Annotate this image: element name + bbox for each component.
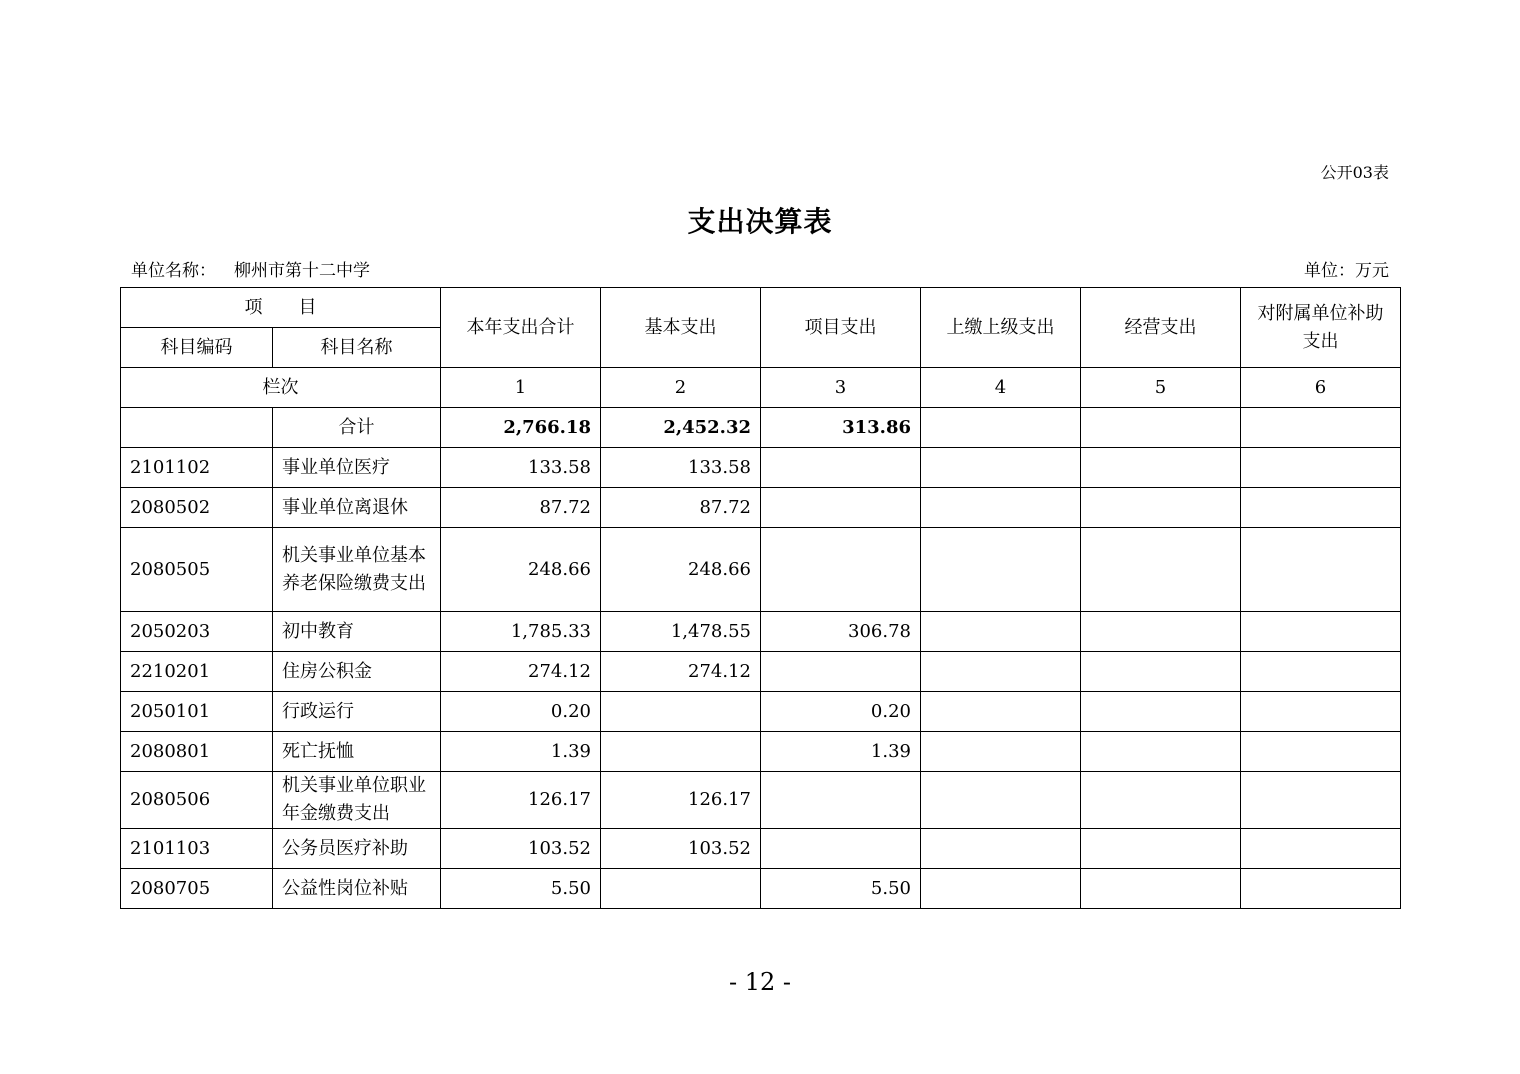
col-num: 4 bbox=[921, 368, 1081, 408]
cell-subsidy bbox=[1241, 829, 1401, 869]
cell-basic bbox=[601, 869, 761, 909]
cell-subsidy bbox=[1241, 772, 1401, 829]
unit-name-label: 单位名称： bbox=[131, 261, 216, 281]
cell-business bbox=[1081, 528, 1241, 612]
cell-project bbox=[761, 829, 921, 869]
total-subsidy bbox=[1241, 408, 1401, 448]
header-col-index: 栏次 bbox=[121, 368, 441, 408]
cell-code: 2080801 bbox=[121, 732, 273, 772]
cell-project bbox=[761, 772, 921, 829]
cell-basic: 103.52 bbox=[601, 829, 761, 869]
cell-project bbox=[761, 488, 921, 528]
col-num: 5 bbox=[1081, 368, 1241, 408]
header-item: 项 目 bbox=[121, 288, 441, 328]
cell-business bbox=[1081, 869, 1241, 909]
cell-business bbox=[1081, 488, 1241, 528]
cell-business bbox=[1081, 732, 1241, 772]
header-name: 科目名称 bbox=[273, 328, 441, 368]
cell-basic: 248.66 bbox=[601, 528, 761, 612]
col-num: 3 bbox=[761, 368, 921, 408]
cell-total: 133.58 bbox=[441, 448, 601, 488]
cell-name: 事业单位医疗 bbox=[273, 448, 441, 488]
cell-upper bbox=[921, 448, 1081, 488]
table-row bbox=[121, 772, 1401, 829]
cell-name: 机关事业单位职业年金缴费支出 bbox=[273, 772, 441, 829]
cell-name: 初中教育 bbox=[273, 612, 441, 652]
table-row bbox=[121, 692, 1401, 732]
cell-total: 0.20 bbox=[441, 692, 601, 732]
cell-project bbox=[761, 448, 921, 488]
unit-name-line bbox=[131, 256, 370, 281]
money-unit: 单位：万元 bbox=[1304, 261, 1389, 281]
col-num: 6 bbox=[1241, 368, 1401, 408]
total-code bbox=[121, 408, 273, 448]
table-row bbox=[121, 612, 1401, 652]
total-business bbox=[1081, 408, 1241, 448]
cell-code: 2080505 bbox=[121, 528, 273, 612]
header-basic: 基本支出 bbox=[601, 288, 761, 368]
col-num: 1 bbox=[441, 368, 601, 408]
cell-upper bbox=[921, 528, 1081, 612]
cell-total: 126.17 bbox=[441, 772, 601, 829]
document-title: 支出决算表 bbox=[687, 205, 833, 238]
cell-business bbox=[1081, 652, 1241, 692]
cell-upper bbox=[921, 732, 1081, 772]
expenditure-table bbox=[120, 287, 1401, 909]
cell-subsidy bbox=[1241, 488, 1401, 528]
cell-total: 248.66 bbox=[441, 528, 601, 612]
cell-code: 2050101 bbox=[121, 692, 273, 732]
cell-basic: 133.58 bbox=[601, 448, 761, 488]
cell-total: 87.72 bbox=[441, 488, 601, 528]
cell-code: 2080502 bbox=[121, 488, 273, 528]
cell-upper bbox=[921, 692, 1081, 732]
unit-name-value: 柳州市第十二中学 bbox=[234, 261, 370, 281]
cell-basic: 126.17 bbox=[601, 772, 761, 829]
total-amount: 2,766.18 bbox=[441, 408, 601, 448]
cell-upper bbox=[921, 869, 1081, 909]
header-total: 本年支出合计 bbox=[441, 288, 601, 368]
total-upper bbox=[921, 408, 1081, 448]
cell-subsidy bbox=[1241, 692, 1401, 732]
cell-total: 274.12 bbox=[441, 652, 601, 692]
table-row bbox=[121, 488, 1401, 528]
cell-subsidy bbox=[1241, 448, 1401, 488]
cell-business bbox=[1081, 692, 1241, 732]
cell-name: 住房公积金 bbox=[273, 652, 441, 692]
cell-subsidy bbox=[1241, 732, 1401, 772]
cell-basic: 1,478.55 bbox=[601, 612, 761, 652]
cell-project bbox=[761, 528, 921, 612]
cell-business bbox=[1081, 829, 1241, 869]
cell-total: 1.39 bbox=[441, 732, 601, 772]
cell-code: 2101103 bbox=[121, 829, 273, 869]
cell-project bbox=[761, 652, 921, 692]
cell-name: 公务员医疗补助 bbox=[273, 829, 441, 869]
page-number: - 12 - bbox=[728, 968, 791, 996]
cell-upper bbox=[921, 488, 1081, 528]
cell-subsidy bbox=[1241, 652, 1401, 692]
cell-name: 行政运行 bbox=[273, 692, 441, 732]
cell-total: 1,785.33 bbox=[441, 612, 601, 652]
total-project: 313.86 bbox=[761, 408, 921, 448]
cell-basic: 274.12 bbox=[601, 652, 761, 692]
header-subsidy: 对附属单位补助支出 bbox=[1241, 288, 1401, 368]
cell-project: 5.50 bbox=[761, 869, 921, 909]
table-row bbox=[121, 528, 1401, 612]
cell-total: 103.52 bbox=[441, 829, 601, 869]
cell-business bbox=[1081, 448, 1241, 488]
table-row bbox=[121, 448, 1401, 488]
header-code: 科目编码 bbox=[121, 328, 273, 368]
table-row bbox=[121, 732, 1401, 772]
cell-name: 事业单位离退休 bbox=[273, 488, 441, 528]
cell-basic: 87.72 bbox=[601, 488, 761, 528]
table-row bbox=[121, 652, 1401, 692]
cell-business bbox=[1081, 612, 1241, 652]
cell-project: 306.78 bbox=[761, 612, 921, 652]
cell-project: 0.20 bbox=[761, 692, 921, 732]
cell-code: 2101102 bbox=[121, 448, 273, 488]
table-row bbox=[121, 829, 1401, 869]
cell-subsidy bbox=[1241, 528, 1401, 612]
header-project: 项目支出 bbox=[761, 288, 921, 368]
cell-name: 公益性岗位补贴 bbox=[273, 869, 441, 909]
cell-code: 2080705 bbox=[121, 869, 273, 909]
cell-subsidy bbox=[1241, 869, 1401, 909]
cell-upper bbox=[921, 829, 1081, 869]
cell-subsidy bbox=[1241, 612, 1401, 652]
total-row bbox=[121, 408, 1401, 448]
cell-name: 机关事业单位基本养老保险缴费支出 bbox=[273, 528, 441, 612]
cell-project: 1.39 bbox=[761, 732, 921, 772]
cell-code: 2050203 bbox=[121, 612, 273, 652]
total-basic: 2,452.32 bbox=[601, 408, 761, 448]
cell-code: 2080506 bbox=[121, 772, 273, 829]
table-row bbox=[121, 869, 1401, 909]
col-num: 2 bbox=[601, 368, 761, 408]
cell-business bbox=[1081, 772, 1241, 829]
form-number: 公开03表 bbox=[1320, 163, 1389, 182]
cell-basic bbox=[601, 732, 761, 772]
cell-upper bbox=[921, 772, 1081, 829]
cell-name: 死亡抚恤 bbox=[273, 732, 441, 772]
cell-code: 2210201 bbox=[121, 652, 273, 692]
cell-upper bbox=[921, 612, 1081, 652]
header-business: 经营支出 bbox=[1081, 288, 1241, 368]
cell-upper bbox=[921, 652, 1081, 692]
cell-total: 5.50 bbox=[441, 869, 601, 909]
cell-basic bbox=[601, 692, 761, 732]
header-upper: 上缴上级支出 bbox=[921, 288, 1081, 368]
total-label: 合计 bbox=[273, 408, 441, 448]
